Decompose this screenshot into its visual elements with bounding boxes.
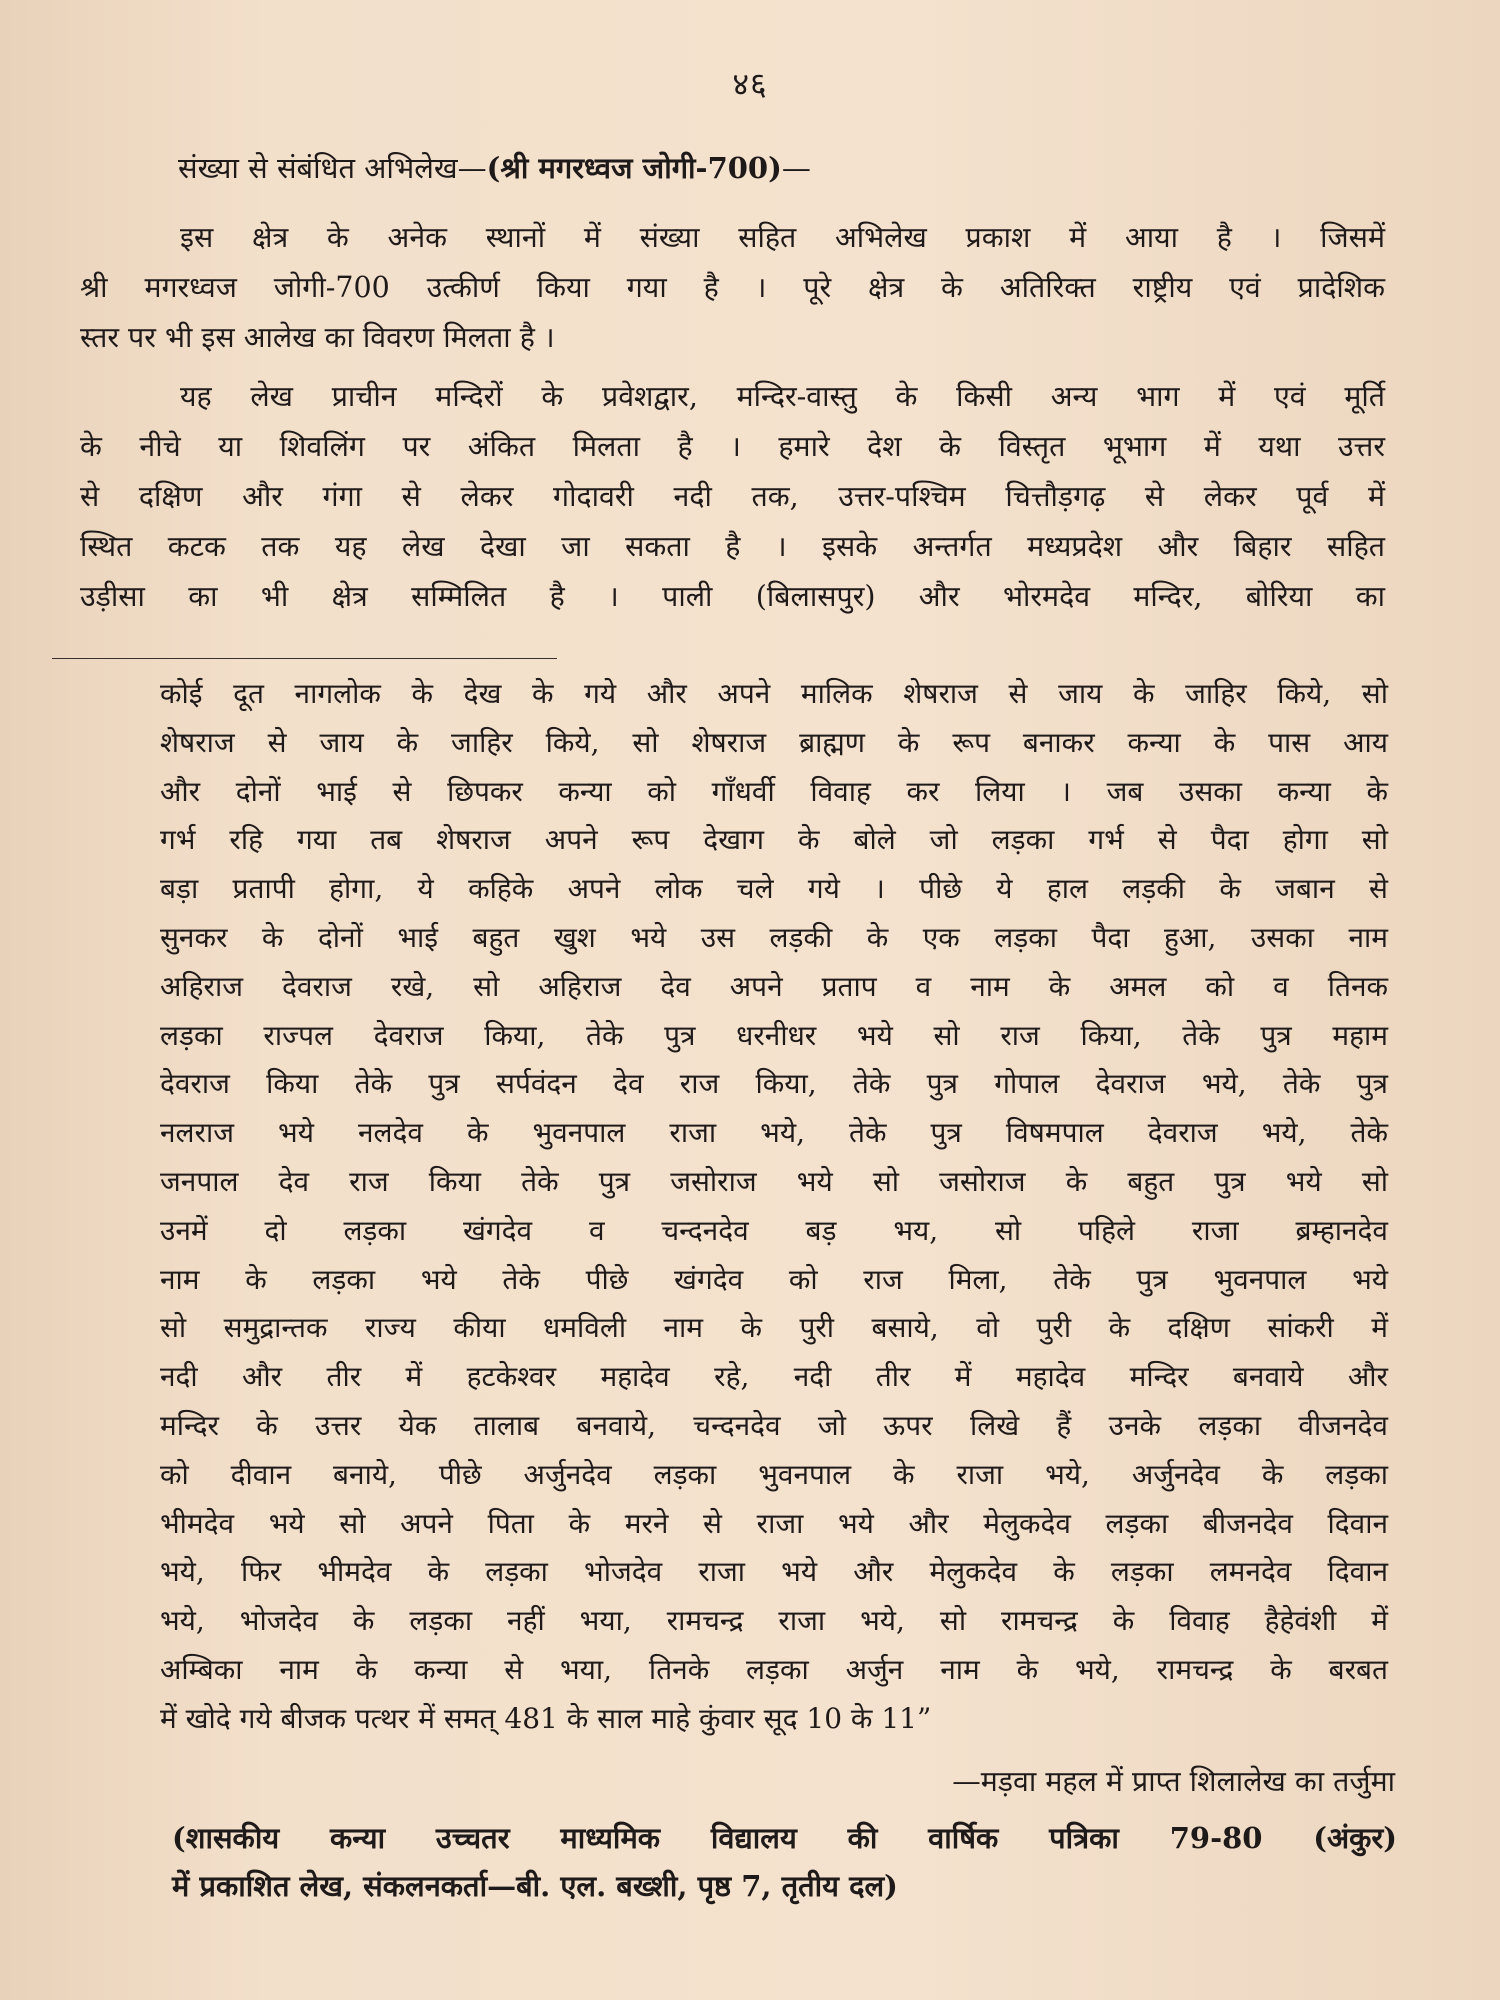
paragraph-line: उड़ीसा का भी क्षेत्र सम्मिलित है । पाली (बिलासपुर) और भोरमदेव मन्दिर, बोरिया का: [80, 580, 1385, 613]
footnote-line: मन्दिर के उत्तर येक तालाब बनवाये, चन्दनदेव जो ऊपर लिखे हैं उनके लड़का वीजनदेव: [160, 1408, 1388, 1442]
section-heading: [178, 148, 1378, 187]
footnote-line: भये, फिर भीमदेव के लड़का भोजदेव राजा भये और मेलुकदेव के लड़का लमनदेव दिवान: [160, 1555, 1388, 1589]
footnote-line: जनपाल देव राज किया तेके पुत्र जसोराज भये सो जसोराज के बहुत पुत्र भये सो: [160, 1164, 1388, 1198]
footnote-line: अहिराज देवराज रखे, सो अहिराज देव अपने प्रताप व नाम के अमल को व तिनक: [160, 969, 1388, 1003]
paragraph-line: यह लेख प्राचीन मन्दिरों के प्रवेशद्वार, मन्दिर-वास्तु के किसी अन्य भाग में एवं मूर्ति: [180, 380, 1385, 413]
heading-prefix: संख्या से संबंधित अभिलेख—: [178, 151, 487, 185]
publication-citation: [172, 1814, 1397, 1910]
paragraph-line: श्री मगरध्वज जोगी-700 उत्कीर्ण किया गया है । पूरे क्षेत्र के अतिरिक्त राष्ट्रीय एवं प्रादेशिक: [80, 271, 1385, 304]
paragraph-2: [80, 372, 1385, 622]
citation-line: (शासकीय कन्या उच्चतर माध्यमिक विद्यालय की वार्षिक पत्रिका 79-80 (अंकुर): [172, 1821, 1397, 1855]
footnote-line: उनमें दो लड़का खंगदेव व चन्दनदेव बड़ भय, सो पहिले राजा ब्रम्हानदेव: [160, 1213, 1388, 1247]
page-number: ४६: [732, 65, 768, 103]
heading-suffix: —: [781, 151, 811, 185]
paragraph-line: इस क्षेत्र के अनेक स्थानों में संख्या सहित अभिलेख प्रकाश में आया है । जिसमें: [180, 221, 1385, 254]
footnote-line: गर्भ रहि गया तब शेषराज अपने रूप देखाग के बोले जो लड़का गर्भ से पैदा होगा सो: [160, 823, 1388, 857]
citation-line: में प्रकाशित लेख, संकलनकर्ता—बी. एल. बख्शी, पृष्ठ 7, तृतीय दल): [172, 1869, 898, 1903]
footnote-line: देवराज किया तेके पुत्र सर्पवंदन देव राज किया, तेके पुत्र गोपाल देवराज भये, तेके पुत्र: [160, 1067, 1388, 1101]
footnote-line: लड़का राज्पल देवराज किया, तेके पुत्र धरनीधर भये सो राज किया, तेके पुत्र महाम: [160, 1018, 1388, 1052]
footnote-line: अम्बिका नाम के कन्या से भया, तिनके लड़का अर्जुन नाम के भये, रामचन्द्र के बरबत: [160, 1652, 1388, 1686]
footnote-line: को दीवान बनाये, पीछे अर्जुनदेव लड़का भुवनपाल के राजा भये, अर्जुनदेव के लड़का: [160, 1457, 1388, 1491]
footnote-line: सुनकर के दोनों भाई बहुत खुश भये उस लड़की के एक लड़का पैदा हुआ, उसका नाम: [160, 920, 1388, 954]
footnote-line: कोई दूत नागलोक के देख के गये और अपने मालिक शेषराज से जाय के जाहिर किये, सो: [160, 677, 1388, 710]
footnote-line: नदी और तीर में हटकेश्वर महादेव रहे, नदी तीर में महादेव मन्दिर बनवाये और: [160, 1360, 1388, 1394]
footnote-line: शेषराज से जाय के जाहिर किये, सो शेषराज ब्राह्मण के रूप बनाकर कन्या के पास आय: [160, 725, 1388, 759]
footnote-line: नलराज भये नलदेव के भुवनपाल राजा भये, तेके पुत्र विषमपाल देवराज भये, तेके: [160, 1116, 1388, 1150]
footnote-line: नाम के लड़का भये तेके पीछे खंगदेव को राज मिला, तेके पुत्र भुवनपाल भये: [160, 1262, 1388, 1296]
footnote-line: भये, भोजदेव के लड़का नहीं भया, रामचन्द्र राजा भये, सो रामचन्द्र के विवाह हैहेवंशी में: [160, 1604, 1388, 1638]
footnote-line: भीमदेव भये सो अपने पिता के मरने से राजा भये और मेलुकदेव लड़का बीजनदेव दिवान: [160, 1506, 1388, 1540]
paragraph-line: से दक्षिण और गंगा से लेकर गोदावरी नदी तक, उत्तर-पश्चिम चित्तौड़गढ़ से लेकर पूर्व में: [80, 480, 1385, 513]
footnote-line: बड़ा प्रतापी होगा, ये कहिके अपने लोक चले गये । पीछे ये हाल लड़की के जबान से: [160, 872, 1388, 906]
heading-bold-title: (श्री मगरध्वज जोगी-700): [486, 151, 782, 185]
footnote-line: सो समुद्रान्तक राज्य कीया धमविली नाम के पुरी बसाये, वो पुरी के दक्षिण सांकरी में: [160, 1311, 1388, 1345]
paragraph-line: स्तर पर भी इस आलेख का विवरण मिलता है ।: [80, 321, 555, 354]
paragraph-1: [80, 213, 1385, 363]
paragraph-line: के नीचे या शिवलिंग पर अंकित मिलता है । हमारे देश के विस्तृत भूभाग में यथा उत्तर: [80, 430, 1385, 463]
footnote-line: और दोनों भाई से छिपकर कन्या को गाँधर्वी विवाह कर लिया । जब उसका कन्या के: [160, 774, 1388, 808]
footnote-line: में खोदे गये बीजक पत्थर में समत् 481 के साल माहे कुंवार सूद 10 के 11”: [160, 1701, 932, 1735]
footnote-block: [160, 670, 1388, 1744]
source-attribution: —मड़वा महल में प्राप्त शिलालेख का तर्जुमा: [952, 1765, 1395, 1798]
paragraph-line: स्थित कटक तक यह लेख देखा जा सकता है । इसके अन्तर्गत मध्यप्रदेश और बिहार सहित: [80, 530, 1385, 563]
footnote-divider: [52, 658, 557, 659]
